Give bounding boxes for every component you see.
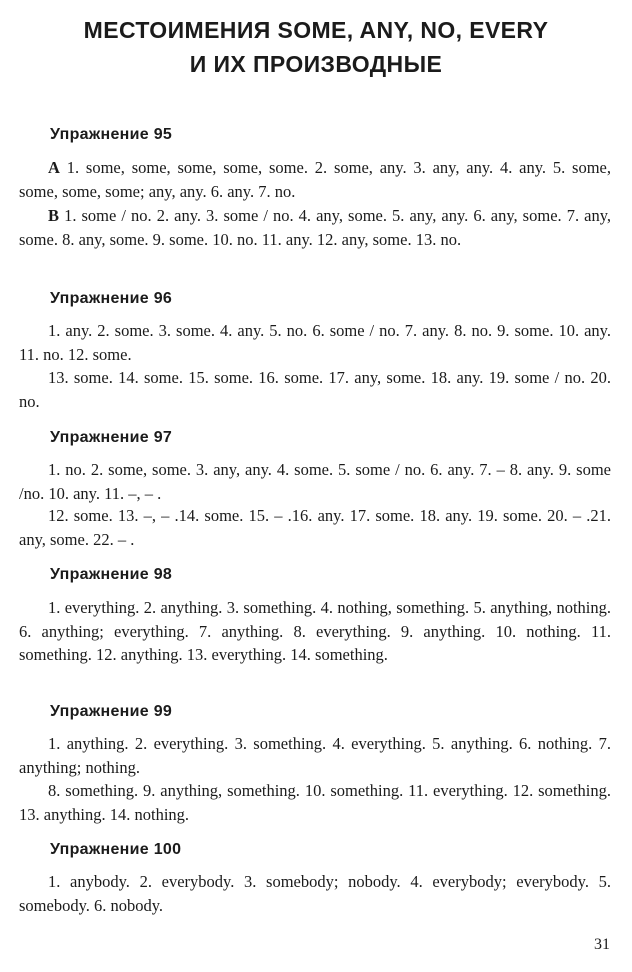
exercise-95-part-a-text: 1. some, some, some, some, some. 2. some, any. 3. any, any. 4. any. 5. some, some, some, some; any, any. 6. any. 7. no. <box>19 158 611 201</box>
exercise-97-heading: Упражнение 97 <box>50 429 173 446</box>
exercise-99-paragraph-2: 8. something. 9. anything, something. 10. something. 11. everything. 12. something. 13. anything. 14. nothing. <box>19 781 611 824</box>
exercise-97-paragraph-2: 12. some. 13. –, – .14. some. 15. – .16. any. 17. some. 18. any. 19. some. 20. – .21. any, some. 22. – . <box>19 506 611 549</box>
exercise-95-heading: Упражнение 95 <box>50 126 173 143</box>
page-number: 31 <box>594 936 610 953</box>
exercise-100-paragraph-1: 1. anybody. 2. everybody. 3. somebody; nobody. 4. everybody; everybody. 5. somebody. 6. nobody. <box>19 872 611 915</box>
exercise-95-part-b-label: В <box>48 206 60 225</box>
exercise-95-part-a <box>19 156 611 203</box>
page-title-line-2: И ИХ ПРОИЗВОДНЫЕ <box>189 51 443 77</box>
exercise-95-part-b <box>19 204 611 251</box>
exercise-98-paragraph-1: 1. everything. 2. anything. 3. something. 4. nothing, something. 5. anything, nothing. 6. anything; everything. 7. anything. 8. everything. 9. anything. 10. nothing. 11. something. 12. anything. 13. everything. 14. something. <box>19 598 611 664</box>
exercise-95-part-b-text: 1. some / no. 2. any. 3. some / no. 4. any, some. 5. any, any. 6. any, some. 7. any, some. 8. any, some. 9. some. 10. no. 11. any. 12. any, some. 13. no. <box>19 206 611 249</box>
page-title-line-1: МЕСТОИМЕНИЯ SOME, ANY, NO, EVERY <box>83 17 549 43</box>
exercise-96-paragraph-2: 13. some. 14. some. 15. some. 16. some. 17. any, some. 18. any. 19. some / no. 20. no. <box>19 368 611 411</box>
exercise-96-heading: Упражнение 96 <box>50 290 173 307</box>
exercise-98-heading: Упражнение 98 <box>50 566 173 583</box>
exercise-100-heading: Упражнение 100 <box>50 841 182 858</box>
exercise-99-paragraph-1: 1. anything. 2. everything. 3. something. 4. everything. 5. anything. 6. nothing. 7. anything; nothing. <box>19 734 611 777</box>
exercise-96-paragraph-1: 1. any. 2. some. 3. some. 4. any. 5. no. 6. some / no. 7. any. 8. no. 9. some. 10. any. 11. no. 12. some. <box>19 321 611 364</box>
exercise-99-heading: Упражнение 99 <box>50 703 173 720</box>
exercise-95-part-a-label: А <box>48 158 60 177</box>
exercise-97-paragraph-1: 1. no. 2. some, some. 3. any, any. 4. some. 5. some / no. 6. any. 7. – 8. any. 9. some /no. 10. any. 11. –, – . <box>19 460 611 503</box>
